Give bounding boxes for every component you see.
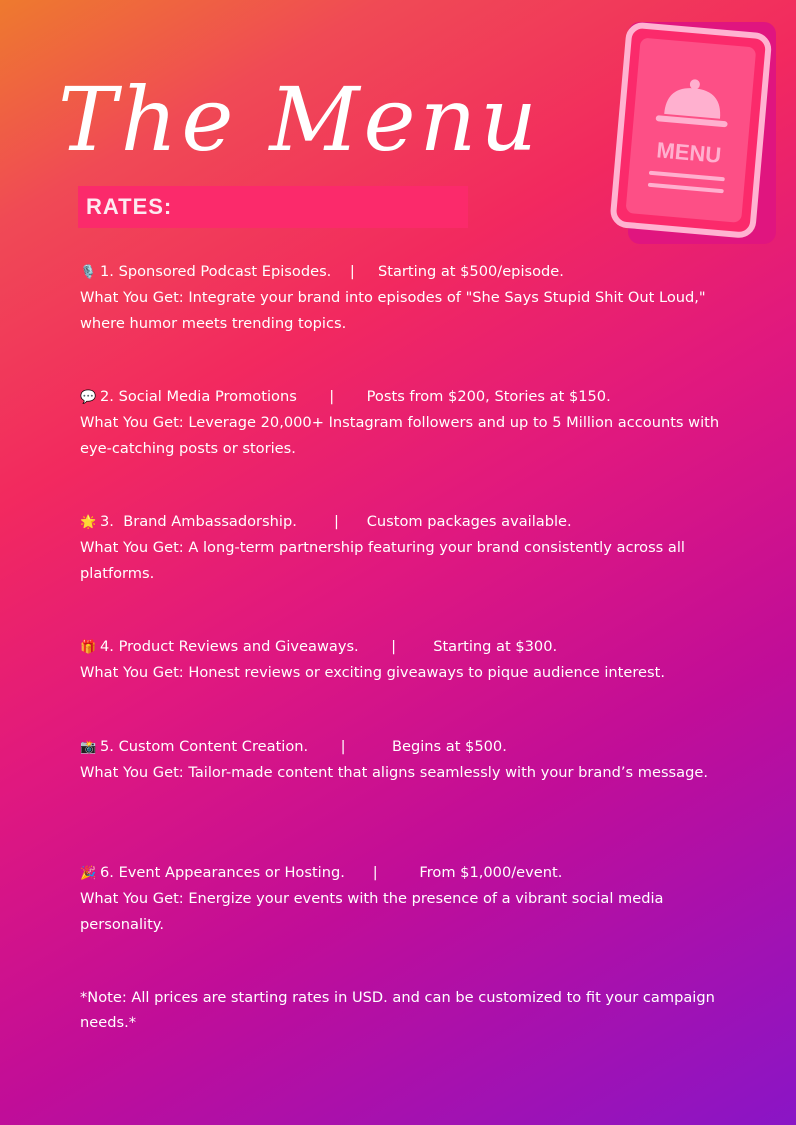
rate-item-description: What You Get: Tailor-made content that aligns seamlessly with your brand’s message. (80, 764, 708, 782)
rate-item-ambassadorship (80, 509, 750, 586)
rate-item-description: What You Get: Integrate your brand into episodes of "She Says Stupid Shit Out Loud," where humor meets trending topics. (80, 289, 706, 332)
rate-item-heading: 3. Brand Ambassadorship. | Custom packages available. (100, 513, 572, 530)
rate-item-podcast (80, 259, 750, 336)
rate-item-heading: 1. Sponsored Podcast Episodes. | Starting at $500/episode. (100, 263, 564, 280)
page-title: The Menu (58, 68, 541, 171)
rate-item-heading: 5. Custom Content Creation. | Begins at $500. (100, 738, 507, 755)
speech-bubble-icon: 💬 (80, 390, 97, 405)
rates-label: RATES: (86, 194, 173, 219)
rate-item-heading: 4. Product Reviews and Giveaways. | Starting at $300. (100, 638, 558, 655)
rate-item-content-creation (80, 734, 750, 786)
rates-section-header (78, 186, 468, 228)
party-popper-icon: 🎉 (80, 866, 97, 881)
rate-item-description: What You Get: A long-term partnership featuring your brand consistently across all platforms. (80, 539, 685, 582)
rate-item-description: What You Get: Energize your events with the presence of a vibrant social media personality. (80, 890, 664, 933)
rate-item-heading: 2. Social Media Promotions | Posts from $200, Stories at $150. (100, 388, 611, 405)
menu-card-icon (608, 20, 780, 246)
rate-item-events (80, 860, 750, 937)
rate-item-social-media (80, 384, 750, 461)
gift-icon: 🎁 (80, 640, 97, 655)
pricing-note: *Note: All prices are starting rates in USD. and can be customized to fit your campaign needs.* (80, 989, 715, 1032)
star-icon: 🌟 (80, 515, 97, 530)
menu-card-label: MENU (655, 137, 723, 168)
rate-item-description: What You Get: Leverage 20,000+ Instagram followers and up to 5 Million accounts with eye-catching posts or stories. (80, 414, 720, 457)
rate-item-product-reviews (80, 634, 750, 686)
microphone-icon: 🎙️ (80, 265, 97, 280)
camera-icon: 📸 (80, 740, 97, 755)
rate-item-heading: 6. Event Appearances or Hosting. | From $1,000/event. (100, 864, 563, 881)
rate-item-description: What You Get: Honest reviews or exciting giveaways to pique audience interest. (80, 664, 665, 682)
